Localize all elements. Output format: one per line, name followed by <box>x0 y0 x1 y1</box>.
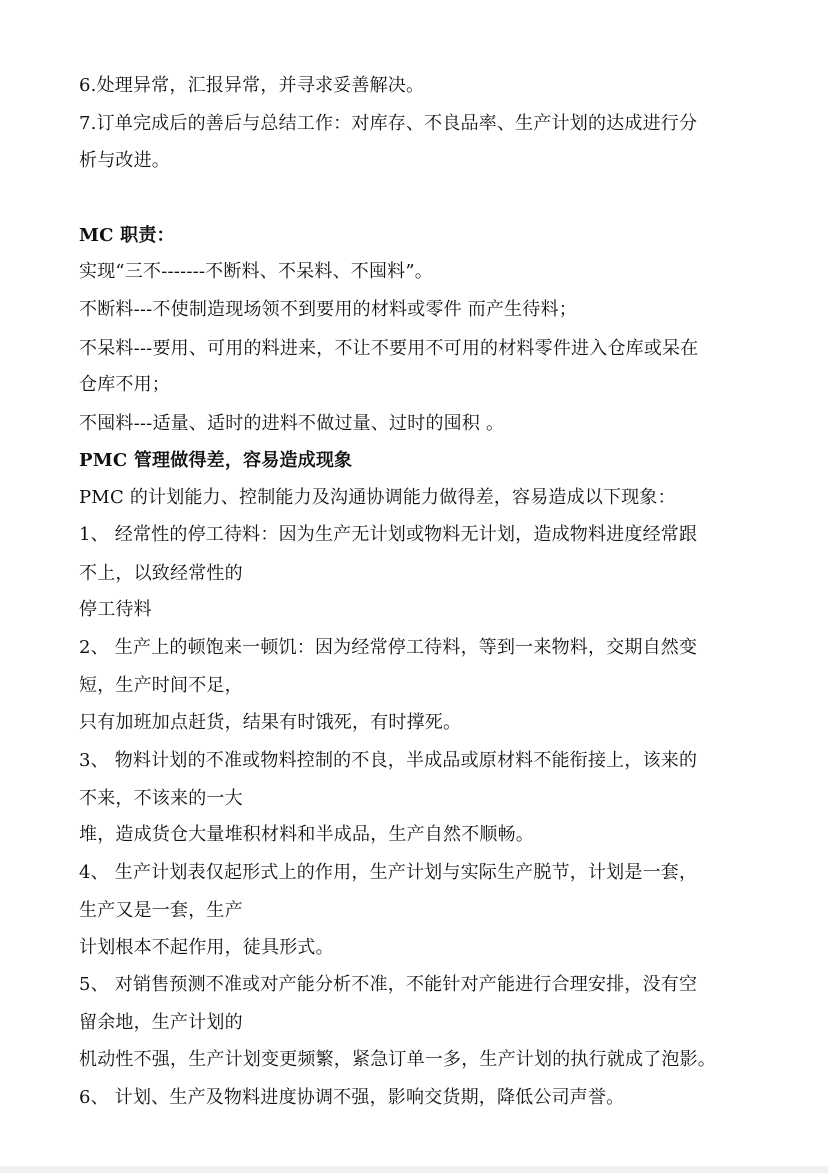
list-item-4: 4、 生产计划表仅起形式上的作用，生产计划与实际生产脱节，计划是一套， <box>79 862 698 883</box>
section-heading-pmc: PMC 管理做得差，容易造成现象 <box>79 450 353 471</box>
text-line: 短，生产时间不足， <box>79 675 243 696</box>
text-line: 7.订单完成后的善后与总结工作：对库存、不良品率、生产计划的达成进行分 <box>79 113 698 134</box>
text-line: 只有加班加点赶货，结果有时饿死，有时撑死。 <box>79 712 462 733</box>
list-item-5: 5、 对销售预测不准或对产能分析不准，不能针对产能进行合理安排，没有空 <box>79 974 698 995</box>
section-heading-mc: MC 职责： <box>79 225 175 246</box>
text-line: 6.处理异常，汇报异常，并寻求妥善解决。 <box>79 75 425 96</box>
list-item-3: 3、 物料计划的不准或物料控制的不良，半成品或原材料不能衔接上，该来的 <box>79 750 698 771</box>
text-line: 不囤料---适量、适时的进料不做过量、过时的囤积 。 <box>79 413 505 434</box>
text-line: 停工待料 <box>79 599 152 620</box>
text-line: 留余地，生产计划的 <box>79 1012 243 1033</box>
text-line: 不来，不该来的一大 <box>79 788 243 809</box>
text-line: PMC 的计划能力、控制能力及沟通协调能力做得差，容易造成以下现象： <box>79 487 676 508</box>
list-item-6: 6、 计划、生产及物料进度协调不强，影响交货期，降低公司声誉。 <box>79 1087 625 1108</box>
text-line: 不上，以致经常性的 <box>79 563 243 584</box>
text-line: 机动性不强，生产计划变更频繁，紧急订单一多，生产计划的执行就成了泡影。 <box>79 1049 716 1070</box>
text-line: 实现“三不-------不断料、不呆料、不囤料”。 <box>79 261 433 282</box>
text-line: 计划根本不起作用，徒具形式。 <box>79 937 334 958</box>
text-line: 堆，造成货仓大量堆积材料和半成品，生产自然不顺畅。 <box>79 824 534 845</box>
text-line: 不呆料---要用、可用的料进来，不让不要用不可用的材料零件进入仓库或呆在 <box>79 338 699 359</box>
text-line: 不断料---不使制造现场领不到要用的材料或零件 而产生待料； <box>79 299 577 320</box>
text-line: 仓库不用； <box>79 374 170 395</box>
list-item-2: 2、 生产上的顿饱来一顿饥：因为经常停工待料，等到一来物料，交期自然变 <box>79 637 698 658</box>
list-item-1: 1、 经常性的停工待料：因为生产无计划或物料无计划，造成物料进度经常跟 <box>79 524 698 545</box>
text-line: 析与改进。 <box>79 150 170 171</box>
text-line: 生产又是一套，生产 <box>79 900 243 921</box>
page-bottom-edge <box>0 1166 828 1173</box>
